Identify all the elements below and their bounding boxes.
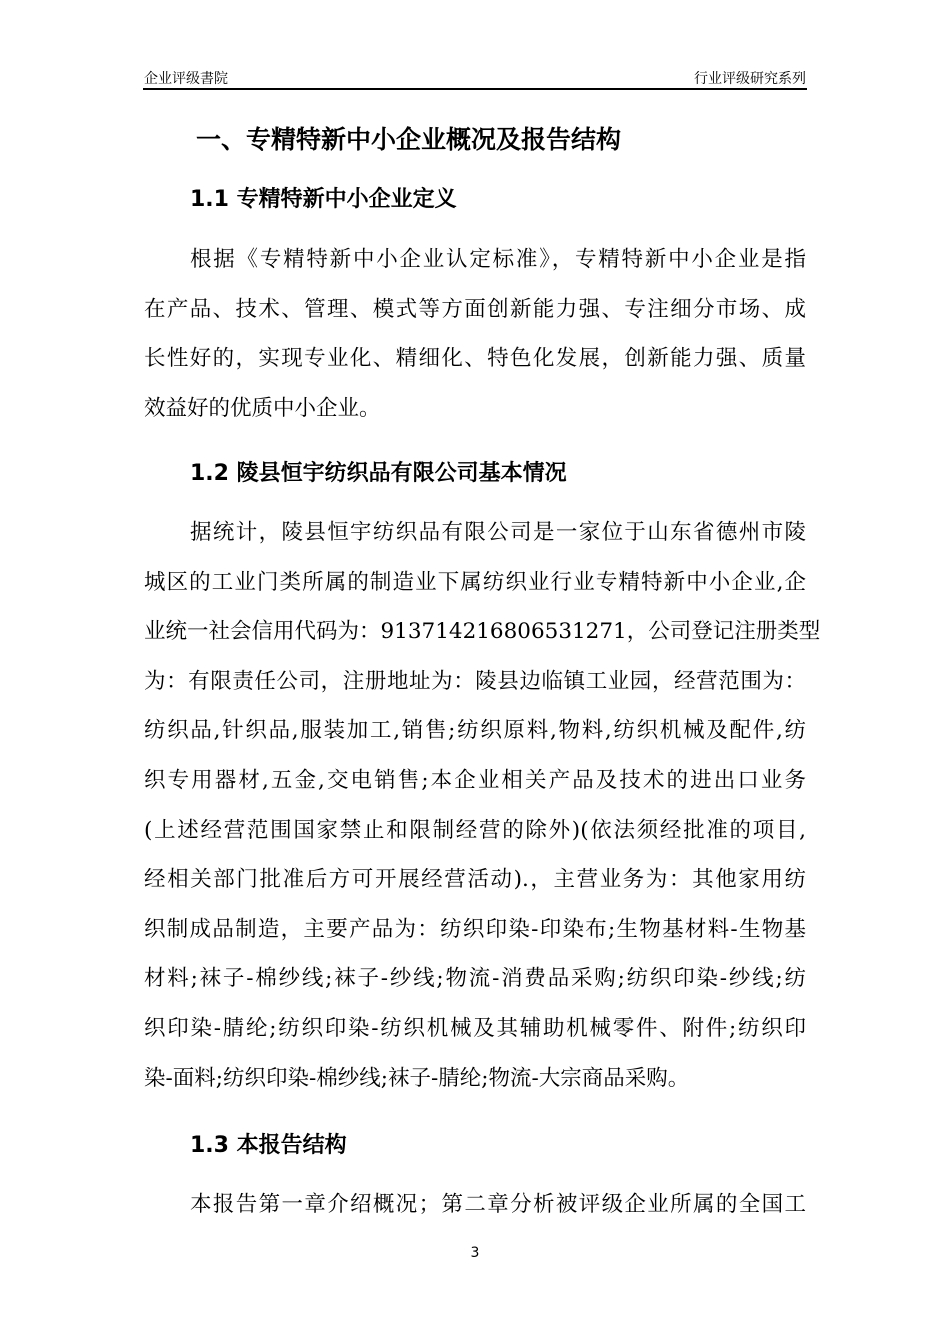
paragraph-line: 根据《专精特新中小企业认定标准》，专精特新中小企业是指 xyxy=(190,247,806,272)
paragraph-line: 染-面料;纺织印染-棉纱线;袜子-腈纶;物流-大宗商品采购。 xyxy=(144,1065,690,1091)
header-rule xyxy=(143,88,807,90)
section-heading: 1.3 本报告结构 xyxy=(190,1133,347,1158)
section-heading: 1.2 陵县恒宇纺织品有限公司基本情况 xyxy=(190,461,567,486)
paragraph-line: 织印染-腈纶;纺织印染-纺织机械及其辅助机械零件、附件;纺织印 xyxy=(144,1016,806,1041)
paragraph-line: 为：有限责任公司，注册地址为：陵县边临镇工业园，经营范围为： xyxy=(144,668,806,694)
paragraph-line: 本报告第一章介绍概况；第二章分析被评级企业所属的全国工 xyxy=(190,1192,806,1217)
paragraph-line: 长性好的，实现专业化、精细化、特色化发展，创新能力强、质量 xyxy=(144,346,806,372)
paragraph-line: (上述经营范围国家禁止和限制经营的除外)(依法须经批准的项目, xyxy=(144,817,806,843)
section-heading: 1.1 专精特新中小企业定义 xyxy=(190,187,457,212)
paragraph-line: 材料;袜子-棉纱线;袜子-纱线;物流-消费品采购;纺织印染-纱线;纺 xyxy=(144,966,806,992)
header-left: 企业评级書院 xyxy=(144,71,228,87)
paragraph-line: 在产品、技术、管理、模式等方面创新能力强、专注细分市场、成 xyxy=(144,296,806,322)
page-number: 3 xyxy=(470,1245,480,1261)
header-right: 行业评级研究系列 xyxy=(694,71,806,87)
paragraph-line: 织专用器材,五金,交电销售;本企业相关产品及技术的进出口业务 xyxy=(144,768,806,793)
paragraph-line: 业统一社会信用代码为：913714216806531271，公司登记注册类型 xyxy=(144,619,821,645)
paragraph-line: 效益好的优质中小企业。 xyxy=(144,395,381,421)
paragraph-line: 据统计，陵县恒宇纺织品有限公司是一家位于山东省德州市陵 xyxy=(190,520,806,545)
chapter-title: 一、专精特新中小企业概况及报告结构 xyxy=(196,125,622,154)
paragraph-line: 经相关部门批准后方可开展经营活动).，主营业务为：其他家用纺 xyxy=(144,867,806,893)
paragraph-line: 城区的工业门类所属的制造业下属纺织业行业专精特新中小企业,企 xyxy=(144,569,806,595)
paragraph-line: 织制成品制造，主要产品为：纺织印染-印染布;生物基材料-生物基 xyxy=(144,916,806,942)
paragraph-line: 纺织品,针织品,服装加工,销售;纺织原料,物料,纺织机械及配件,纺 xyxy=(144,718,806,744)
